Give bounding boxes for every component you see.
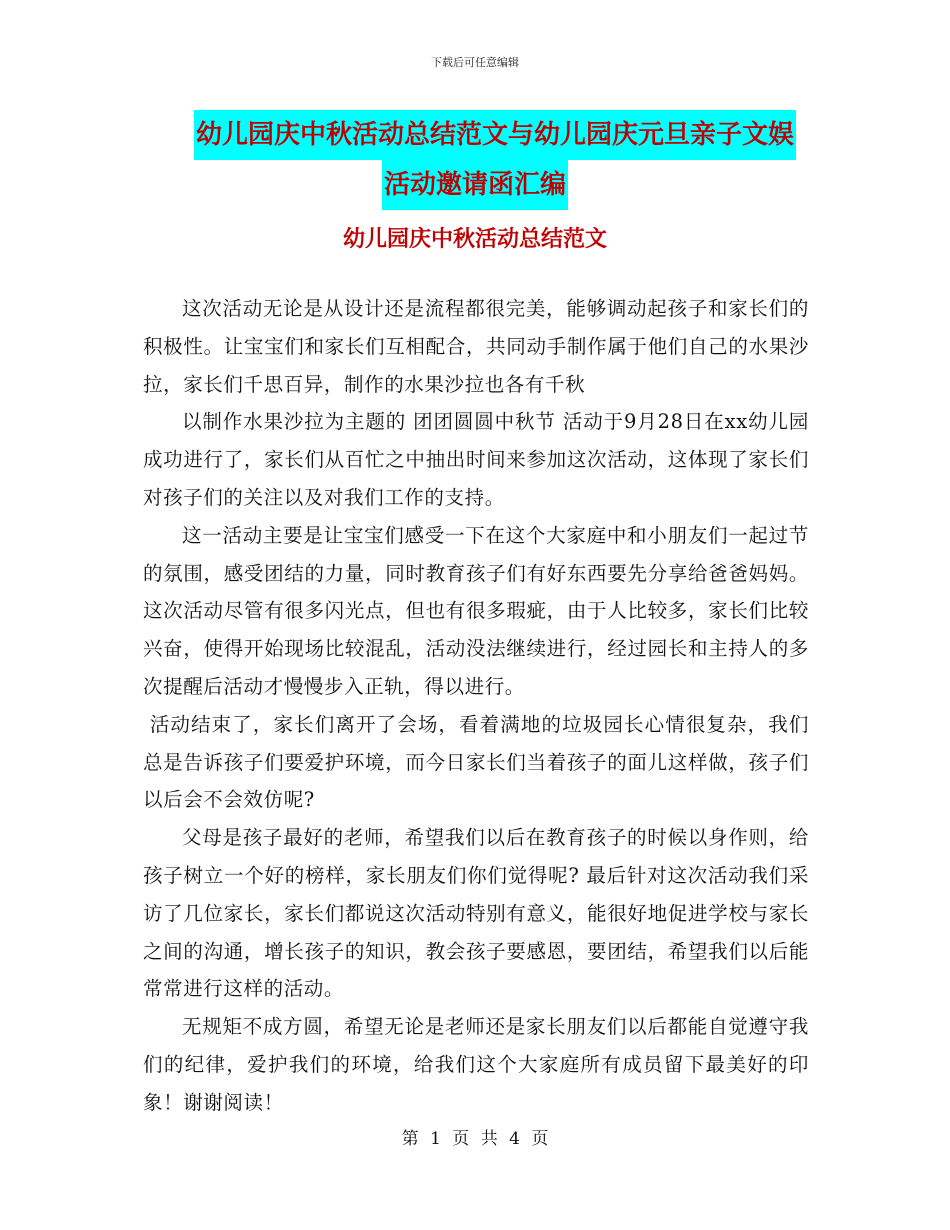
paragraph: 这次活动无论是从设计还是流程都很完美，能够调动起孩子和家长们的积极性。让宝宝们和家长们互相配合，共同动手制作属于他们自己的水果沙拉，家长们千思百异，制作的水果沙拉也各有千秋 [143, 297, 809, 396]
body-text [143, 290, 809, 1122]
page-footer: 第 1 页 共 4 页 [401, 1129, 549, 1149]
paragraph: 父母是孩子最好的老师，希望我们以后在教育孩子的时候以身作则，给孩子树立一个好的榜样，家长朋友们你们觉得呢? 最后针对这次活动我们采访了几位家长，家长们都说这次活动特别有意义，能很好地促进学校与家长之间的沟通，增长孩子的知识，教会孩子要感恩，要团结，希望我们以后能常常进行这样的活动。 [143, 826, 809, 1001]
paragraph: 这一活动主要是让宝宝们感受一下在这个大家庭中和小朋友们一起过节的氛围，感受团结的力量，同时教育孩子们有好东西要先分享给爸爸妈妈。 这次活动尽管有很多闪光点，但也有很多瑕疵，由于人比较多，家长们比较兴奋，使得开始现场比较混乱，活动没法继续进行，经过园长和主持人的多次提醒后活动才慢慢步入正轨，得以进行。 [143, 523, 809, 698]
paragraph: 无规矩不成方圆，希望无论是老师还是家长朋友们以后都能自觉遵守我们的纪律，爱护我们的环境，给我们这个大家庭所有成员留下最美好的印象！谢谢阅读！ [143, 1015, 809, 1114]
section-title: 幼儿园庆中秋活动总结范文 [342, 226, 607, 252]
document-title [0, 110, 950, 210]
header-note: 下载后可任意编辑 [431, 56, 519, 69]
document-title-line-1: 幼儿园庆中秋活动总结范文与幼儿园庆元旦亲子文娱 [194, 110, 796, 160]
document-title-line-2: 活动邀请函汇编 [382, 160, 568, 210]
paragraph: 活动结束了，家长们离开了会场，看着满地的垃圾园长心情很复杂，我们总是告诉孩子们要爱护环境，而今日家长们当着孩子的面儿这样做，孩子们以后会不会效仿呢? [143, 712, 809, 812]
paragraph: 以制作水果沙拉为主题的 团团圆圆中秋节 活动于9月28日在xx幼儿园成功进行了，家长们从百忙之中抽出时间来参加这次活动，这体现了家长们对孩子们的关注以及对我们工作的支持。 [143, 410, 809, 509]
